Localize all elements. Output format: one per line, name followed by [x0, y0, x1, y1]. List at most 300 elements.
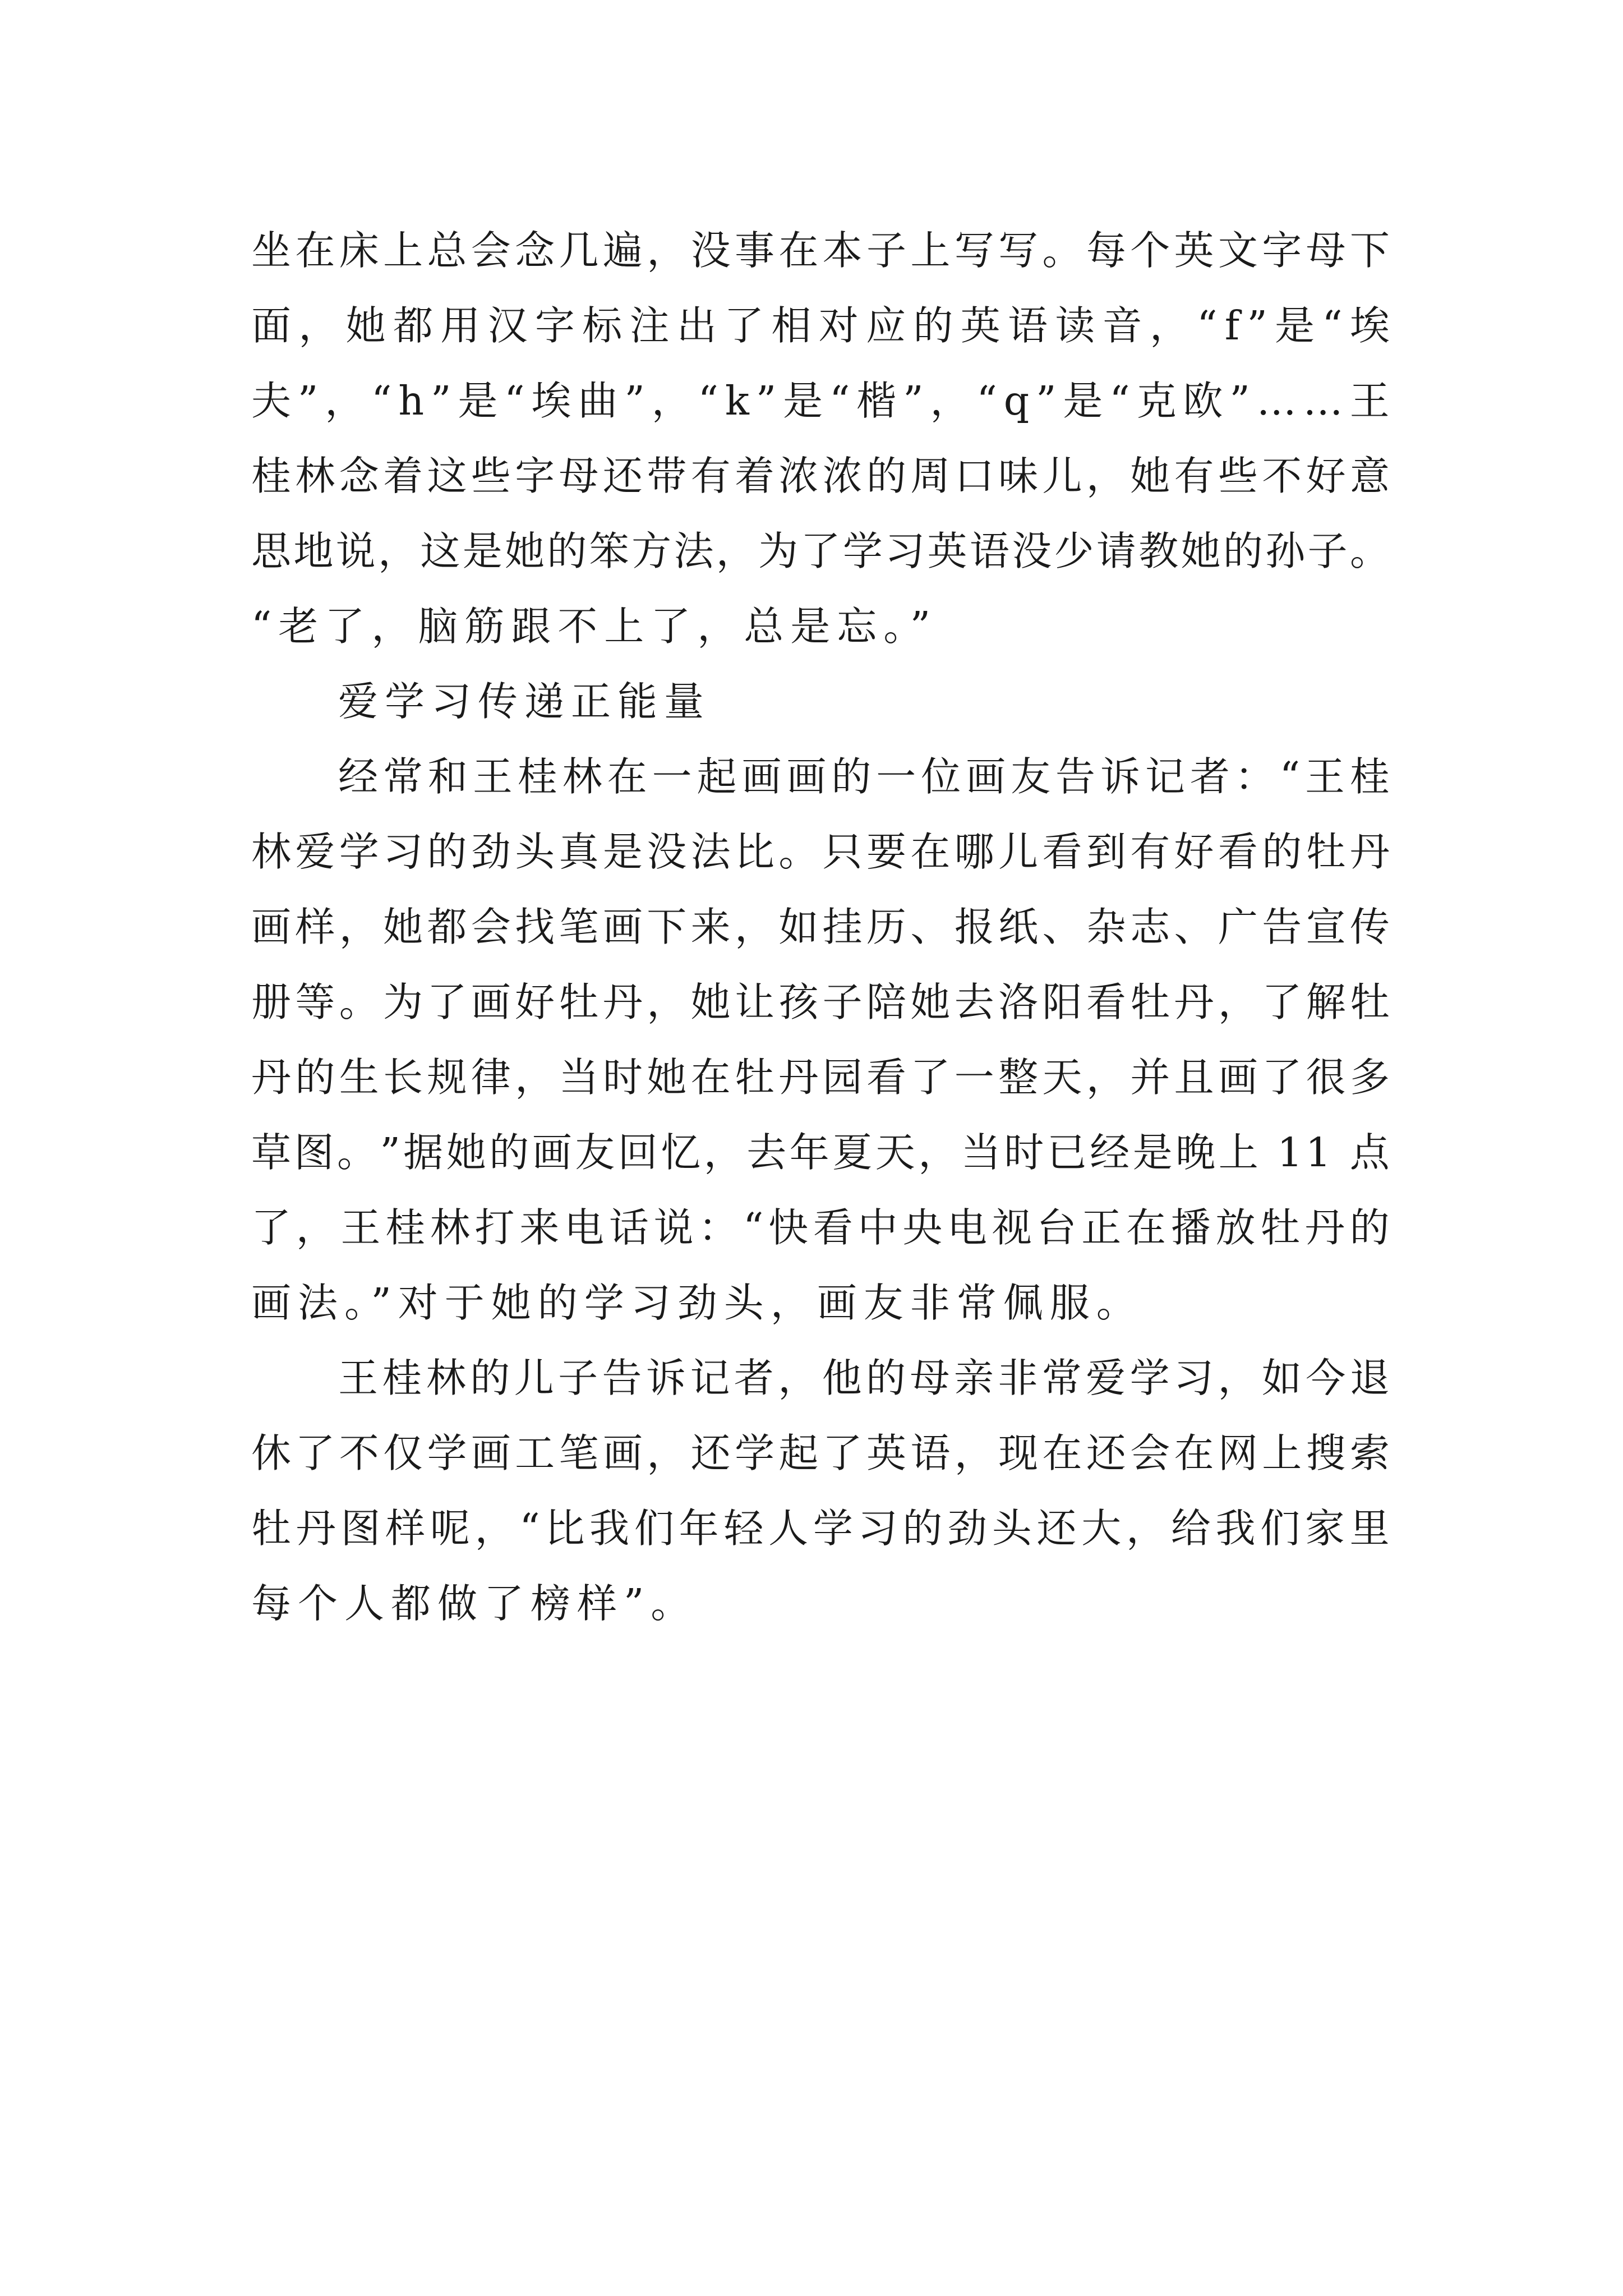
- text-char: 没: [690, 227, 731, 274]
- text-char: 上: [1218, 1129, 1258, 1176]
- text-char: 据: [403, 1129, 444, 1176]
- text-char: 没: [1012, 528, 1052, 574]
- text-char: 正: [1081, 1204, 1122, 1251]
- text-char: ，: [778, 1355, 818, 1401]
- text-char: “: [1279, 753, 1300, 800]
- text-char: 克: [1136, 378, 1177, 424]
- text-char: 。: [337, 1129, 377, 1176]
- text-char: 常: [382, 753, 423, 800]
- text-char: 打: [474, 1204, 515, 1251]
- text-char: 起: [697, 753, 737, 800]
- text-char: 解: [1306, 979, 1346, 1025]
- text-char: 画: [251, 904, 292, 950]
- text-char: 退: [1349, 1355, 1390, 1401]
- text-char: “: [698, 378, 718, 424]
- text-char: 来: [690, 904, 731, 950]
- text-char: 意: [1349, 453, 1390, 499]
- text-char: 台: [1036, 1204, 1077, 1251]
- text-char: 些: [1218, 453, 1258, 499]
- text-char: 夫: [251, 378, 292, 424]
- text-char: 网: [1218, 1430, 1258, 1476]
- text-char: f: [1224, 302, 1240, 349]
- text-char: 画: [471, 979, 511, 1025]
- text-char: 比: [545, 1505, 585, 1552]
- text-char: 地: [293, 528, 334, 574]
- text-char: 当: [559, 1054, 599, 1101]
- text-char: ，: [1126, 1505, 1166, 1552]
- text-char: 孙: [1265, 528, 1306, 574]
- text-char: 好: [1306, 453, 1346, 499]
- text-char: 子: [822, 979, 863, 1025]
- text-char: 林: [251, 829, 292, 875]
- text-char: 时: [1004, 1129, 1044, 1176]
- text-char: “: [1109, 378, 1130, 424]
- text-char: 笨: [589, 528, 629, 574]
- text-char: 孩: [778, 979, 819, 1025]
- text-char: 比: [734, 829, 774, 875]
- text-char: 的: [1262, 829, 1302, 875]
- text-char: 记: [1145, 753, 1185, 800]
- text-char: 丹: [1174, 979, 1214, 1025]
- text-char: 告: [1055, 753, 1096, 800]
- text-char: 在: [1174, 1430, 1214, 1476]
- text-char: ，: [647, 1430, 687, 1476]
- section-heading: 爱学习传递正能量: [338, 678, 711, 725]
- text-char: 王: [1304, 753, 1345, 800]
- text-char: 的: [866, 453, 907, 499]
- text-char: 搜: [1306, 1430, 1346, 1476]
- text-char: 爱: [295, 829, 335, 875]
- text-char: 下: [647, 904, 687, 950]
- text-char: 不: [1262, 453, 1302, 499]
- text-char: 在: [778, 227, 819, 274]
- text-char: 音: [1102, 302, 1142, 349]
- text-char: 念: [339, 453, 379, 499]
- text-char: 时: [602, 1054, 643, 1101]
- text-char: 是: [602, 829, 643, 875]
- text-char: 她: [383, 904, 423, 950]
- text-char: 英: [960, 302, 1000, 349]
- text-char: 牡: [734, 1054, 774, 1101]
- text-char: 了: [1262, 979, 1302, 1025]
- text-char: 看: [813, 1204, 853, 1251]
- text-char: 、: [910, 904, 951, 950]
- text-char: 夏: [832, 1129, 873, 1176]
- text-char: 里: [1349, 1505, 1390, 1552]
- text-char: 是: [1132, 1129, 1173, 1176]
- text-char: 的: [1349, 1204, 1390, 1251]
- text-char: ，: [1218, 979, 1258, 1025]
- text-char: 、: [1042, 904, 1082, 950]
- text-char: 索: [1349, 1430, 1390, 1476]
- text-char: 每: [1086, 227, 1126, 274]
- text-char: 。: [1042, 227, 1082, 274]
- text-char: 一: [652, 753, 692, 800]
- text-char: 爱: [1086, 1355, 1126, 1401]
- text-char: 法: [674, 528, 714, 574]
- text-char: 会: [471, 904, 511, 950]
- text-char: ，: [474, 1505, 515, 1552]
- text-char: 还: [1036, 1505, 1077, 1552]
- text-char: 真: [559, 829, 599, 875]
- text-char: 子: [1307, 528, 1348, 574]
- text-char: 母: [910, 1355, 950, 1401]
- text-char: 思: [251, 528, 292, 574]
- text-char: 母: [559, 453, 599, 499]
- text-char: 是: [458, 378, 498, 424]
- text-char: ，: [703, 1129, 744, 1176]
- text-char: 应: [866, 302, 906, 349]
- text-char: 并: [1130, 1054, 1170, 1101]
- text-char: 了: [295, 1430, 335, 1476]
- text-char: 对: [818, 302, 859, 349]
- text-char: 记: [690, 1355, 730, 1401]
- text-char: 还: [1086, 1430, 1126, 1476]
- text-char: 告: [1262, 904, 1302, 950]
- text-char: 宣: [1306, 904, 1346, 950]
- text-char: 的: [470, 1355, 510, 1401]
- text-char: 轻: [723, 1505, 764, 1552]
- text-char: 陪: [866, 979, 907, 1025]
- text-char: 了: [910, 1054, 951, 1101]
- text-char: 着: [383, 453, 423, 499]
- text-char: 央: [902, 1204, 943, 1251]
- text-char: 工: [515, 1430, 555, 1476]
- text-char: 的: [489, 1129, 529, 1176]
- text-char: “: [829, 378, 850, 424]
- text-char: 有: [1174, 453, 1214, 499]
- text-char: 头: [992, 1505, 1032, 1552]
- text-line: [251, 1115, 1390, 1190]
- text-char: 都: [427, 904, 467, 950]
- text-char: 学: [339, 829, 379, 875]
- text-char: 牡: [559, 979, 599, 1025]
- text-char: 习: [1174, 1355, 1214, 1401]
- text-char: 常: [1041, 1355, 1082, 1401]
- text-char: 来: [519, 1204, 560, 1251]
- text-char: 是: [462, 528, 502, 574]
- text-char: 了: [251, 1204, 292, 1251]
- text-char: 仅: [383, 1430, 423, 1476]
- text-char: 诉: [645, 1355, 686, 1401]
- text-char: 儿: [514, 1355, 554, 1401]
- text-char: 话: [608, 1204, 649, 1251]
- text-char: ”: [297, 378, 319, 424]
- text-char: 画: [741, 753, 782, 800]
- text-char: 图: [340, 1505, 381, 1552]
- text-char: 画: [602, 904, 643, 950]
- text-char: ，: [647, 979, 687, 1025]
- text-char: 桂: [385, 1204, 426, 1251]
- text-char: ”: [1247, 302, 1267, 349]
- text-char: ，: [734, 904, 774, 950]
- text-char: 遍: [602, 227, 643, 274]
- text-char: 会: [1130, 1430, 1170, 1476]
- text-char: 习: [885, 528, 925, 574]
- text-line: [251, 288, 1390, 364]
- text-char: 去: [746, 1129, 787, 1176]
- text-char: 丹: [602, 979, 643, 1025]
- text-char: 找: [515, 904, 555, 950]
- text-char: 桂: [251, 453, 292, 499]
- text-char: 画: [966, 753, 1006, 800]
- text-char: 。: [778, 829, 819, 875]
- text-char: 语: [910, 1430, 951, 1476]
- text-char: ”: [903, 378, 924, 424]
- text-char: 这: [427, 453, 467, 499]
- text-char: [1334, 1115, 1347, 1190]
- text-char: 非: [998, 1355, 1038, 1401]
- text-char: 上: [910, 227, 951, 274]
- text-char: 了: [427, 979, 467, 1025]
- text-line: [251, 965, 1390, 1040]
- text-char: 丹: [1304, 1204, 1345, 1251]
- text-char: 播: [1170, 1204, 1211, 1251]
- text-char: 长: [383, 1054, 423, 1101]
- text-char: 画: [602, 1430, 643, 1476]
- text-char: 笔: [559, 904, 599, 950]
- text-char: 方: [631, 528, 672, 574]
- text-char: h: [398, 378, 425, 424]
- text-char: 还: [690, 1430, 731, 1476]
- text-char: 子: [558, 1355, 598, 1401]
- text-char: 浓: [822, 453, 863, 499]
- text-char: 总: [427, 227, 467, 274]
- text-char: 晚: [1175, 1129, 1216, 1176]
- text-char: 画: [471, 1430, 511, 1476]
- text-char: 劲: [947, 1505, 988, 1552]
- text-char: 去: [954, 979, 994, 1025]
- text-char: 劲: [471, 829, 511, 875]
- text-line: 画法。”对于她的学习劲头，画友非常佩服。: [251, 1280, 1143, 1326]
- text-char: 回: [617, 1129, 658, 1176]
- text-char: 在: [690, 1054, 731, 1101]
- text-char: 下: [1349, 227, 1390, 274]
- text-char: 语: [969, 528, 1009, 574]
- text-char: ，: [1218, 1355, 1258, 1401]
- article-body: [251, 213, 1390, 1641]
- text-char: ，: [325, 378, 365, 424]
- text-char: 她: [446, 1129, 486, 1176]
- text-char: 英: [927, 528, 967, 574]
- text-char: ”: [755, 378, 777, 424]
- text-char: 林: [426, 1355, 466, 1401]
- text-char: 和: [427, 753, 468, 800]
- text-char: 年: [789, 1129, 829, 1176]
- text-line: [251, 213, 1390, 288]
- text-char: 在: [1042, 1430, 1082, 1476]
- text-char: 王: [472, 753, 513, 800]
- text-char: 今: [1306, 1355, 1346, 1401]
- text-char: 的: [831, 753, 872, 800]
- text-char: ”: [431, 378, 451, 424]
- text-char: 在: [910, 829, 951, 875]
- text-char: 看: [866, 1054, 907, 1101]
- text-char: 的: [295, 1054, 335, 1101]
- text-char: 牡: [1349, 979, 1390, 1025]
- text-char: 点: [1349, 1129, 1390, 1176]
- text-line: [251, 439, 1390, 514]
- text-char: 坐: [251, 227, 292, 274]
- text-char: 阳: [1042, 979, 1082, 1025]
- text-char: ”: [1229, 378, 1250, 424]
- text-char: ，: [298, 302, 339, 349]
- text-char: 等: [295, 979, 335, 1025]
- text-char: 王: [338, 1355, 379, 1401]
- text-char: 学: [842, 528, 883, 574]
- text-char: ，: [1149, 302, 1189, 349]
- text-char: 多: [1349, 1054, 1390, 1101]
- text-char: 念: [515, 227, 555, 274]
- text-char: 们: [1260, 1505, 1301, 1552]
- text-char: 的: [1223, 528, 1263, 574]
- text-char: “: [504, 378, 525, 424]
- text-char: 床: [339, 227, 379, 274]
- text-char: 人: [768, 1505, 809, 1552]
- text-char: k: [725, 378, 749, 424]
- text-char: 法: [690, 829, 731, 875]
- text-char: ”: [1036, 378, 1057, 424]
- text-line: [251, 1416, 1390, 1491]
- text-char: 志: [1130, 904, 1170, 950]
- text-char: 牡: [1130, 979, 1170, 1025]
- text-char: “: [519, 1505, 540, 1552]
- text-char: 她: [1130, 453, 1170, 499]
- text-char: 看: [1218, 829, 1258, 875]
- text-char: ，: [716, 528, 756, 574]
- text-char: 已: [1046, 1129, 1087, 1176]
- text-char: ”: [380, 1129, 400, 1176]
- text-char: 牡: [1260, 1204, 1301, 1251]
- text-char: 是: [1063, 378, 1103, 424]
- text-char: 习: [857, 1505, 898, 1552]
- text-char: 请: [1096, 528, 1136, 574]
- text-char: ”: [624, 378, 645, 424]
- text-char: 字: [1262, 227, 1302, 274]
- text-line: 每个人都做了榜样”。: [251, 1580, 698, 1627]
- text-char: 这: [420, 528, 460, 574]
- text-char: 快: [768, 1204, 809, 1251]
- text-char: ，: [1086, 453, 1126, 499]
- text-char: 年: [679, 1505, 719, 1552]
- text-char: 天: [1042, 1054, 1082, 1101]
- text-char: 亲: [953, 1355, 994, 1401]
- text-char: 呢: [430, 1505, 470, 1552]
- text-char: 看: [1042, 829, 1082, 875]
- text-char: 个: [1130, 227, 1170, 274]
- text-line: [251, 1341, 1390, 1416]
- text-char: 画: [786, 753, 827, 800]
- text-char: 浓: [778, 453, 819, 499]
- text-char: 要: [866, 829, 907, 875]
- text-char: 有: [690, 453, 731, 499]
- text-char: 桂: [1349, 753, 1390, 800]
- text-char: 我: [589, 1505, 630, 1552]
- text-char: 休: [251, 1430, 292, 1476]
- text-char: 的: [427, 829, 467, 875]
- text-char: 学: [734, 1430, 774, 1476]
- text-char: 头: [515, 829, 555, 875]
- text-char: 整: [998, 1054, 1039, 1101]
- text-char: ，: [954, 1430, 994, 1476]
- text-char: 母: [1306, 227, 1346, 274]
- text-char: 电: [564, 1204, 605, 1251]
- text-char: 会: [471, 227, 511, 274]
- text-char: 少: [1054, 528, 1094, 574]
- text-char: 事: [734, 227, 774, 274]
- text-char: 林: [295, 453, 335, 499]
- text-char: 规: [427, 1054, 467, 1101]
- text-char: 味: [998, 453, 1039, 499]
- text-char: 的: [913, 302, 953, 349]
- text-char: 丹: [778, 1054, 819, 1101]
- text-char: 教: [1138, 528, 1179, 574]
- text-char: 文: [1218, 227, 1258, 274]
- text-char: 友: [1011, 753, 1051, 800]
- text-char: 读: [1055, 302, 1095, 349]
- text-char: 她: [1181, 528, 1221, 574]
- text-char: 当: [961, 1129, 1001, 1176]
- text-char: …: [1303, 378, 1343, 424]
- text-char: 一: [954, 1054, 994, 1101]
- text-char: 笔: [559, 1430, 599, 1476]
- text-char: 、: [1174, 904, 1214, 950]
- text-char: 儿: [1042, 453, 1082, 499]
- text-char: 好: [515, 979, 555, 1025]
- text-char: 带: [647, 453, 687, 499]
- text-char: 她: [345, 302, 386, 349]
- text-char: …: [1256, 378, 1297, 424]
- text-char: 说: [653, 1204, 694, 1251]
- text-char: 洛: [998, 979, 1039, 1025]
- text-char: ，: [296, 1204, 336, 1251]
- text-char: 了: [724, 302, 764, 349]
- text-char: q: [1003, 378, 1030, 424]
- text-char: “: [743, 1204, 764, 1251]
- text-line: [251, 815, 1390, 890]
- text-char: 不: [339, 1430, 379, 1476]
- text-char: 看: [1086, 979, 1126, 1025]
- text-char: 了: [822, 1430, 863, 1476]
- text-char: 丹: [1349, 829, 1390, 875]
- text-char: 哪: [954, 829, 994, 875]
- text-char: 。: [1349, 528, 1390, 574]
- text-char: [1261, 1115, 1274, 1190]
- text-char: ，: [918, 1129, 958, 1176]
- text-char: 家: [1304, 1505, 1345, 1552]
- text-char: 林: [430, 1204, 470, 1251]
- text-char: 王: [1349, 378, 1390, 424]
- text-char: 她: [505, 528, 545, 574]
- text-char: 几: [559, 227, 599, 274]
- text-char: 1: [1306, 1129, 1331, 1176]
- text-char: 了: [800, 528, 841, 574]
- text-char: “: [1197, 302, 1218, 349]
- text-char: 纸: [998, 904, 1039, 950]
- text-char: 学: [427, 1430, 467, 1476]
- text-char: 一: [876, 753, 916, 800]
- text-char: 字: [515, 453, 555, 499]
- text-char: 口: [954, 453, 994, 499]
- text-char: 1: [1277, 1129, 1303, 1176]
- text-char: 。: [339, 979, 379, 1025]
- text-char: 面: [251, 302, 292, 349]
- text-char: 生: [339, 1054, 379, 1101]
- text-char: 视: [992, 1204, 1032, 1251]
- text-char: “: [371, 378, 392, 424]
- text-char: 们: [634, 1505, 674, 1552]
- text-char: 了: [1262, 1054, 1302, 1101]
